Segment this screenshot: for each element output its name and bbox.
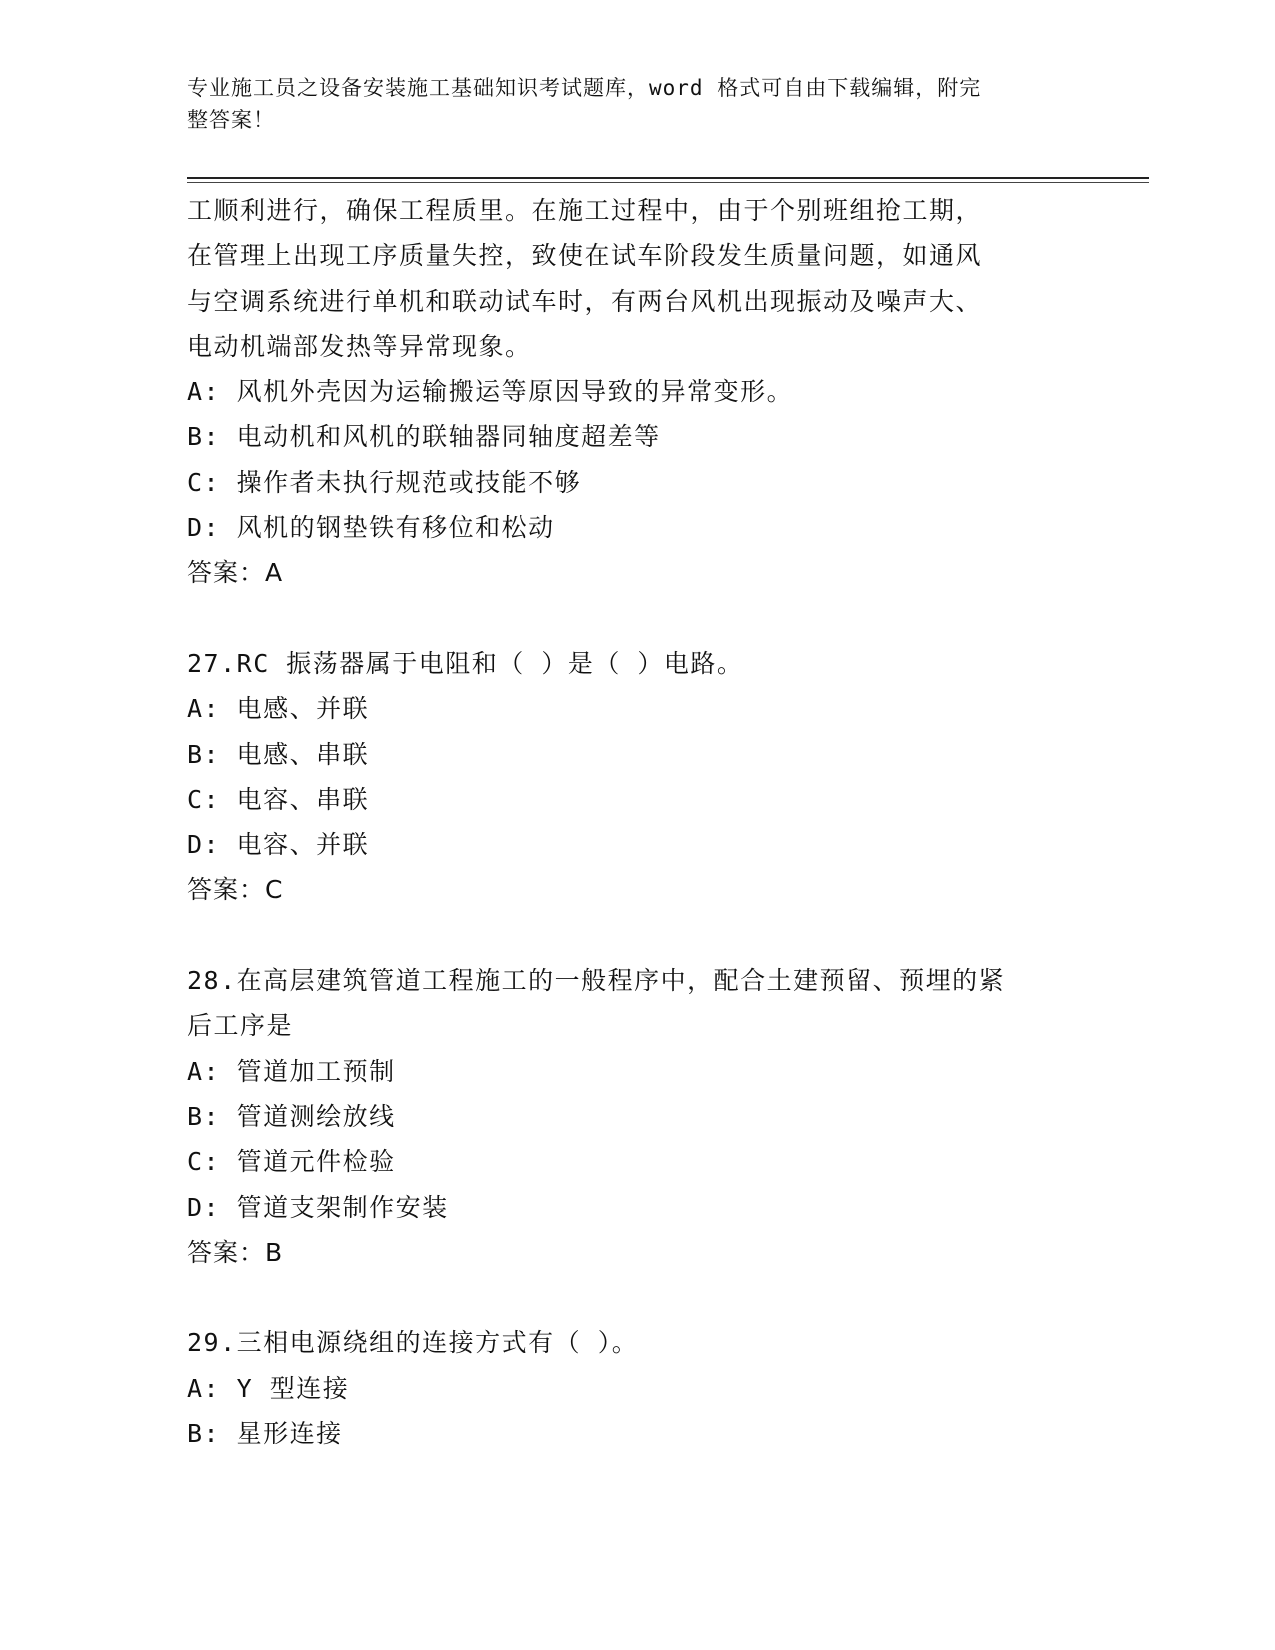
question-27	[187, 641, 1067, 913]
question-stem-line: 工顺利进行，确保工程质里。在施工过程中，由于个别班组抢工期，	[187, 196, 983, 225]
question-stem-line: 与空调系统进行单机和联动试车时，有两台风机出现振动及噪声大、	[187, 286, 983, 316]
option-b: B: 星形连接	[187, 1419, 343, 1449]
question-stem-line: 29.三相电源绕组的连接方式有（ ）。	[187, 1328, 639, 1358]
answer-line: 答案：A	[187, 558, 284, 588]
question-stem-line: 27.RC 振荡器属于电阻和（ ）是（ ）电路。	[187, 648, 744, 678]
question-stem-line: 后工序是	[187, 1011, 294, 1041]
option-d: D: 风机的钢垫铁有移位和松动	[187, 513, 555, 543]
header-divider-thin	[187, 182, 1149, 183]
header-line-2: 整答案！	[187, 108, 275, 132]
page-header	[187, 72, 1057, 136]
question-28	[187, 958, 1067, 1275]
header-line-1: 专业施工员之设备安装施工基础知识考试题库，word 格式可自由下载编辑，附完	[187, 76, 982, 100]
question-stem-line: 电动机端部发热等异常现象。	[187, 331, 532, 361]
header-divider-thick	[187, 177, 1149, 179]
option-d: D: 电容、并联	[187, 830, 370, 860]
question-stem-line: 在管理上出现工序质量失控，致使在试车阶段发生质量问题，如通风	[187, 241, 983, 271]
answer-line: 答案：C	[187, 875, 284, 905]
option-a: A: 风机外壳因为运输搬运等原因导致的异常变形。	[187, 377, 794, 407]
question-stem-line: 28.在高层建筑管道工程施工的一般程序中，配合土建预留、预埋的紧	[187, 966, 1006, 996]
option-d: D: 管道支架制作安装	[187, 1192, 449, 1222]
option-c: C: 电容、串联	[187, 784, 370, 814]
option-a: A: 管道加工预制	[187, 1056, 396, 1086]
option-c: C: 操作者未执行规范或技能不够	[187, 467, 582, 497]
option-a: A: 电感、并联	[187, 694, 370, 724]
answer-line: 答案：B	[187, 1237, 284, 1267]
option-b: B: 电感、串联	[187, 739, 370, 769]
option-a: A: Y 型连接	[187, 1373, 350, 1403]
question-29	[187, 1320, 1067, 1456]
option-c: C: 管道元件检验	[187, 1147, 396, 1177]
option-b: B: 电动机和风机的联轴器同轴度超差等	[187, 422, 661, 452]
spacer	[187, 913, 1067, 958]
question-content	[187, 188, 1067, 1456]
spacer	[187, 1275, 1067, 1320]
question-26-continuation	[187, 188, 1067, 596]
spacer	[187, 596, 1067, 641]
option-b: B: 管道测绘放线	[187, 1101, 396, 1131]
